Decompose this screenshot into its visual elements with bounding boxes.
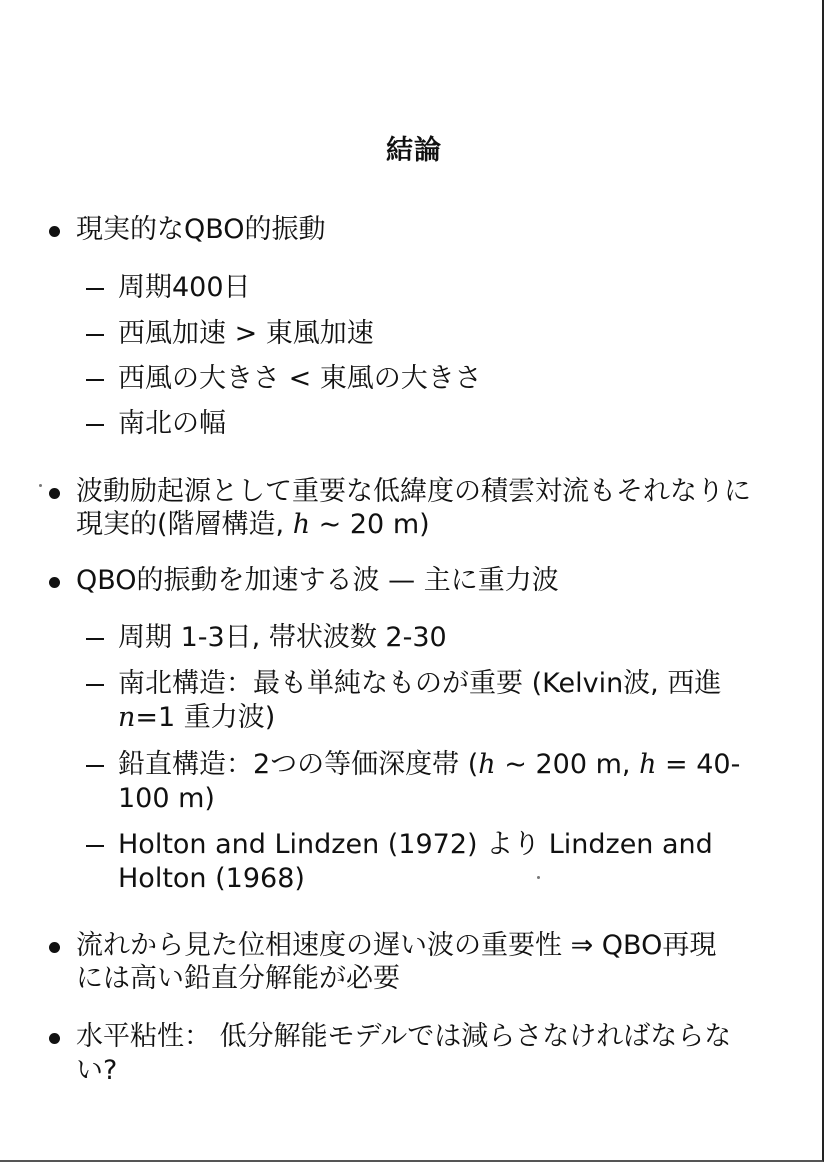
bullet-dot [49, 942, 60, 953]
item-period: 周期400日 [118, 272, 251, 303]
bullet-convection-line1: 波動励起源として重要な低緯度の積雲対流もそれなりに [76, 476, 751, 507]
bullet-dot [49, 1033, 60, 1044]
h-symbol: h [292, 509, 311, 540]
scan-speck [39, 484, 42, 487]
convection-text-b: ∼ 20 m) [310, 509, 430, 540]
dash-marker [86, 765, 104, 767]
h-symbol: h [478, 749, 496, 780]
dash-marker [86, 288, 104, 290]
item-westerly-magnitude: 西風の大きさ < 東風の大きさ [118, 363, 482, 394]
bullet-realistic-qbo: 現実的なQBO的振動 [76, 214, 326, 245]
dash-marker [86, 424, 104, 426]
bullet-viscosity-line1: 水平粘性： 低分解能モデルでは減らさなければならな [76, 1021, 732, 1052]
item-references-line1: Holton and Lindzen (1972) より Lindzen and [118, 829, 713, 860]
dash-marker [86, 684, 104, 686]
convection-text-a: 現実的(階層構造, [76, 509, 293, 540]
dash-marker [86, 334, 104, 336]
scan-speck [537, 876, 540, 879]
item-meridional-structure-line1: 南北構造：最も単純なものが重要 (Kelvin波, 西進 [118, 668, 722, 699]
item-wave-period: 周期 1-3日, 帯状波数 2-30 [118, 622, 447, 653]
item-vertical-structure-line2: 100 m) [118, 783, 215, 814]
item-westerly-acceleration: 西風加速 > 東風加速 [118, 318, 374, 349]
dash-marker [86, 638, 104, 640]
bullet-dot [49, 488, 60, 499]
bullet-viscosity-line2: い? [76, 1055, 118, 1086]
vertical-text-c: = 40- [656, 749, 741, 780]
meridional-text: =1 重力波) [135, 702, 276, 733]
item-vertical-structure-line1 [118, 748, 740, 782]
h-symbol: h [639, 749, 657, 780]
bullet-dot [49, 577, 60, 588]
item-meridional-width: 南北の幅 [118, 408, 226, 439]
dash-marker [86, 845, 104, 847]
bullet-slow-waves-line2: には高い鉛直分解能が必要 [76, 963, 400, 994]
item-references-line2: Holton (1968) [118, 863, 305, 894]
bullet-dot [49, 226, 60, 237]
dash-marker [86, 379, 104, 381]
vertical-text-a: 鉛直構造：2つの等価深度帯 ( [118, 749, 479, 780]
n-symbol: n [118, 702, 136, 733]
vertical-text-b: ∼ 200 m, [495, 749, 640, 780]
bullet-qbo-waves: QBO的振動を加速する波 — 主に重力波 [76, 565, 559, 596]
page-title: 結論 [386, 135, 442, 166]
item-meridional-structure-line2 [118, 701, 275, 735]
bullet-convection-line2 [76, 508, 430, 542]
bullet-slow-waves-line1: 流れから見た位相速度の遅い波の重要性 ⇒ QBO再現 [76, 930, 717, 961]
